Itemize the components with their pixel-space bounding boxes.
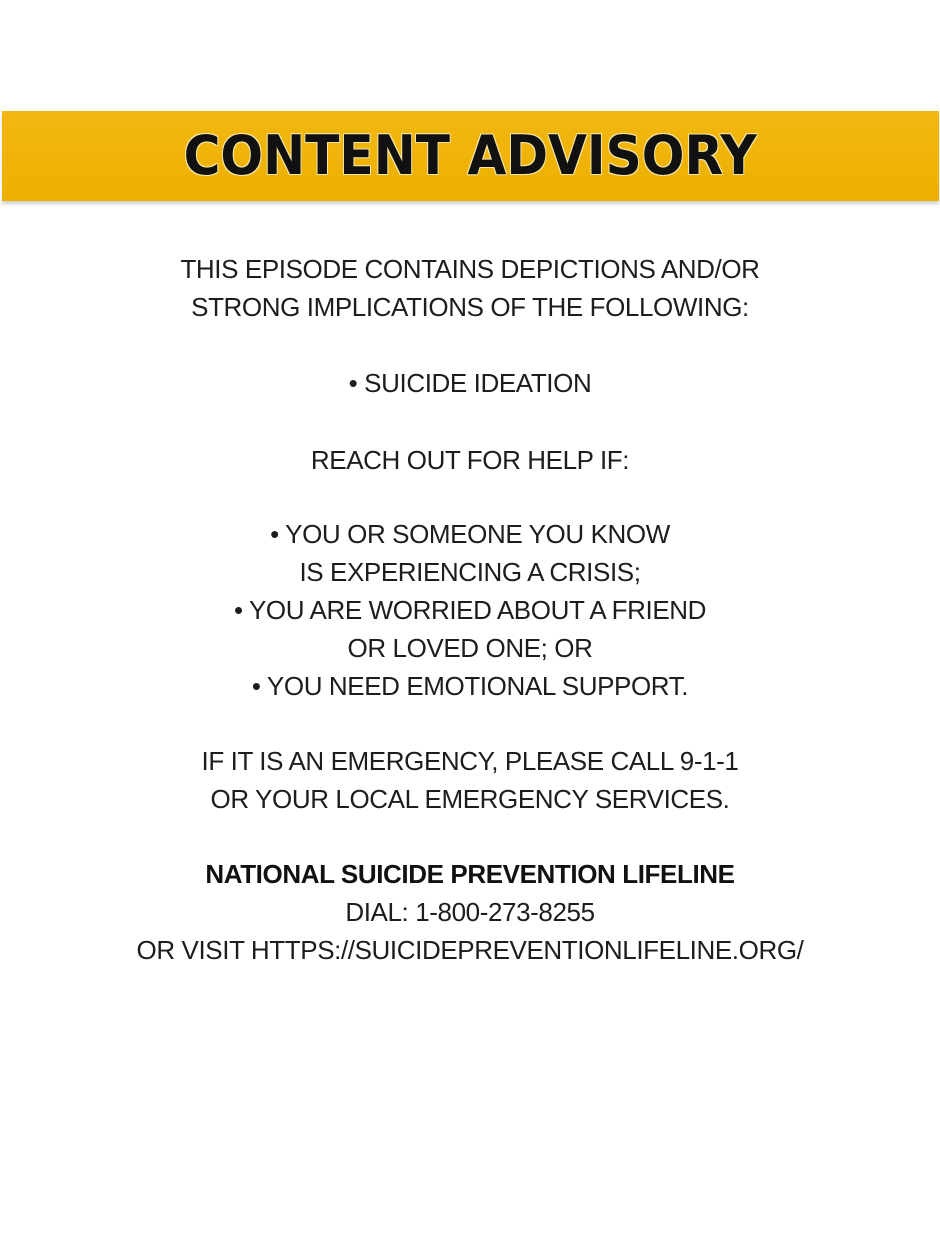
emergency-block: [0, 742, 940, 818]
help-line: • YOU ARE WORRIED ABOUT A FRIEND: [233, 595, 707, 625]
help-line: OR LOVED ONE; OR: [347, 633, 593, 663]
lifeline-visit-link[interactable]: OR VISIT HTTPS://SUICIDEPREVENTIONLIFELINE.ORG/: [136, 935, 804, 965]
topics-list: [0, 364, 940, 402]
intro-block: [0, 250, 940, 326]
intro-line-1: THIS EPISODE CONTAINS DEPICTIONS AND/OR: [180, 254, 760, 284]
help-line: • YOU NEED EMOTIONAL SUPPORT.: [251, 671, 689, 701]
help-list: [0, 515, 940, 705]
lifeline-name: NATIONAL SUICIDE PREVENTION LIFELINE: [205, 859, 735, 889]
banner-title: CONTENT ADVISORY: [183, 124, 758, 187]
lifeline-block: [0, 855, 940, 969]
lifeline-dial: DIAL: 1-800-273-8255: [345, 897, 595, 927]
help-line: IS EXPERIENCING A CRISIS;: [299, 557, 641, 587]
intro-line-2: STRONG IMPLICATIONS OF THE FOLLOWING:: [191, 292, 749, 322]
help-heading: REACH OUT FOR HELP IF:: [310, 445, 630, 475]
topic-item: • SUICIDE IDEATION: [348, 368, 592, 398]
emergency-line-2: OR YOUR LOCAL EMERGENCY SERVICES.: [210, 784, 730, 814]
help-heading-block: [0, 441, 940, 479]
help-line: • YOU OR SOMEONE YOU KNOW: [270, 519, 670, 549]
emergency-line-1: IF IT IS AN EMERGENCY, PLEASE CALL 9-1-1: [201, 746, 739, 776]
advisory-banner: [2, 111, 939, 201]
